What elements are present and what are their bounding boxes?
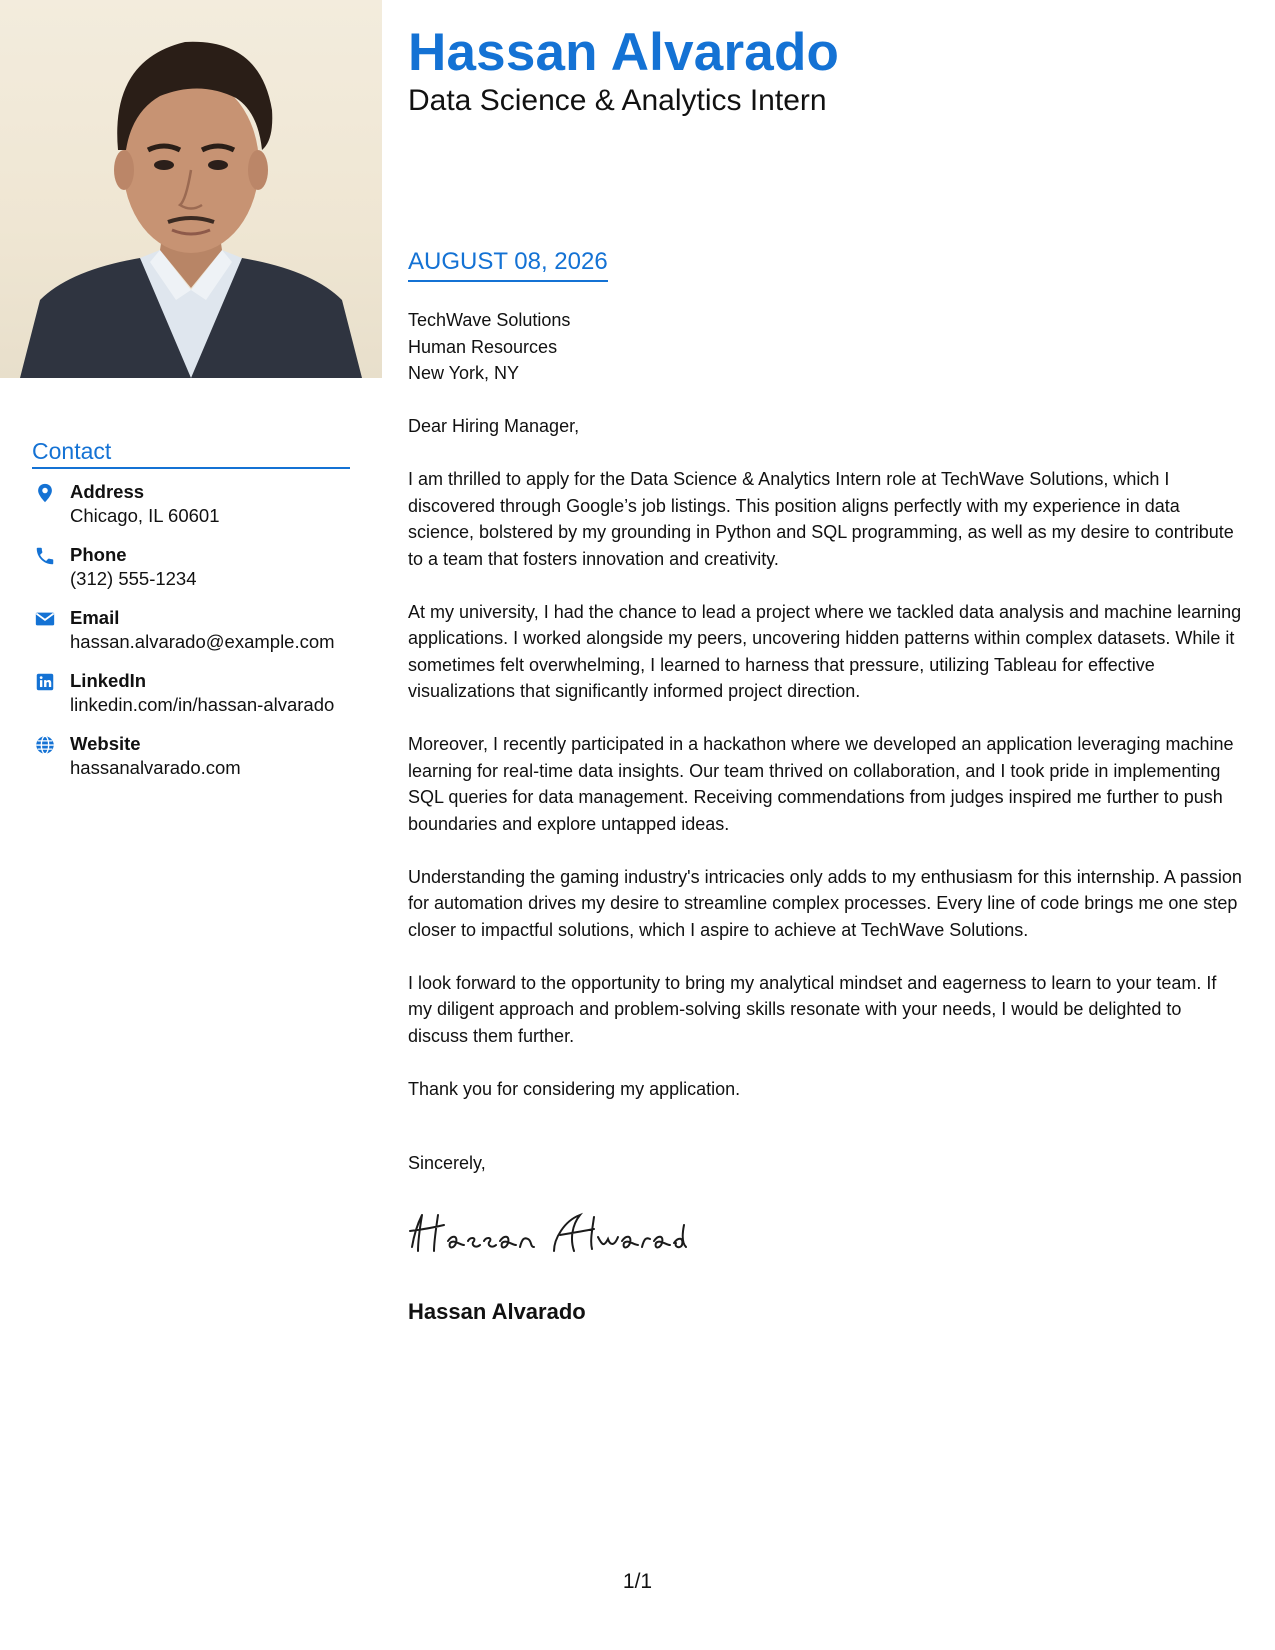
contact-value: hassanalvarado.com xyxy=(70,757,241,778)
body-paragraph: Thank you for considering my application. xyxy=(408,1078,741,1099)
recipient-line: TechWave Solutions xyxy=(408,310,571,330)
location-pin-icon xyxy=(34,482,56,504)
contact-label: Phone xyxy=(70,544,127,565)
contact-list xyxy=(32,480,362,795)
body-paragraph: Understanding the gaming industry's intricacies only adds to my enthusiasm for this internship. A passion for automation drives my desire to streamline complex processes. Every line of code brings me one step closer to impactful solutions, which I aspire to achieve at TechWave Solutions. xyxy=(408,866,1242,940)
recipient-line: New York, NY xyxy=(408,363,520,383)
handwritten-signature xyxy=(404,1205,694,1265)
phone-icon xyxy=(34,545,56,567)
letter-date: AUGUST 08, 2026 xyxy=(408,248,608,282)
page-number: 1/1 xyxy=(622,1570,653,1593)
contact-label: Website xyxy=(70,733,141,754)
body-paragraph: I look forward to the opportunity to bring my analytical mindset and eagerness to learn to your team. If my diligent approach and problem-solving skills resonate with your needs, I would be delighted to discuss them further. xyxy=(408,972,1217,1046)
contact-value: linkedin.com/in/hassan-alvarado xyxy=(70,694,335,715)
linkedin-icon xyxy=(34,671,56,693)
job-title: Data Science & Analytics Intern xyxy=(408,84,827,117)
contact-value: Chicago, IL 60601 xyxy=(70,505,220,526)
closing: Sincerely, xyxy=(408,1153,486,1173)
contact-label: LinkedIn xyxy=(70,670,147,691)
globe-icon xyxy=(34,734,56,756)
profile-photo xyxy=(0,0,382,378)
portrait-illustration xyxy=(0,0,382,378)
applicant-name: Hassan Alvarado xyxy=(408,23,840,82)
contact-value: (312) 555-1234 xyxy=(70,568,197,589)
contact-phone xyxy=(32,543,362,606)
contact-value: hassan.alvarado@example.com xyxy=(70,631,335,652)
email-icon xyxy=(34,608,56,630)
contact-linkedin xyxy=(32,669,362,732)
letter-body xyxy=(408,413,1244,1129)
contact-website xyxy=(32,732,362,795)
contact-label: Address xyxy=(70,481,145,502)
signer-name: Hassan Alvarado xyxy=(408,1299,586,1324)
contact-email xyxy=(32,606,362,669)
body-paragraph: At my university, I had the chance to lead a project where we tackled data analysis and machine learning applications. I worked alongside my peers, uncovering hidden patterns within complex datasets. While it sometimes felt overwhelming, I learned to harness that pressure, utilizing Tableau for effective visualizations that significantly informed project direction. xyxy=(408,601,1242,701)
body-paragraph: I am thrilled to apply for the Data Science & Analytics Intern role at TechWave Solutions, which I discovered through Google’s job listings. This position aligns perfectly with my experience in data science, bolstered by my grounding in Python and SQL programming, as well as my desire to contribute to a team that fosters innovation and creativity. xyxy=(408,469,1234,569)
recipient-block xyxy=(408,307,570,387)
recipient-line: Human Resources xyxy=(408,336,558,357)
contact-heading: Contact xyxy=(32,438,350,469)
contact-address xyxy=(32,480,362,543)
body-paragraph: Moreover, I recently participated in a hackathon where we developed an application leveraging machine learning for real-time data insights. Our team thrived on collaboration, and I took pride in implementing SQL queries for data management. Receiving commendations from judges inspired me further to push boundaries and explore untapped ideas. xyxy=(408,734,1234,834)
contact-label: Email xyxy=(70,607,120,628)
salutation: Dear Hiring Manager, xyxy=(408,416,580,436)
